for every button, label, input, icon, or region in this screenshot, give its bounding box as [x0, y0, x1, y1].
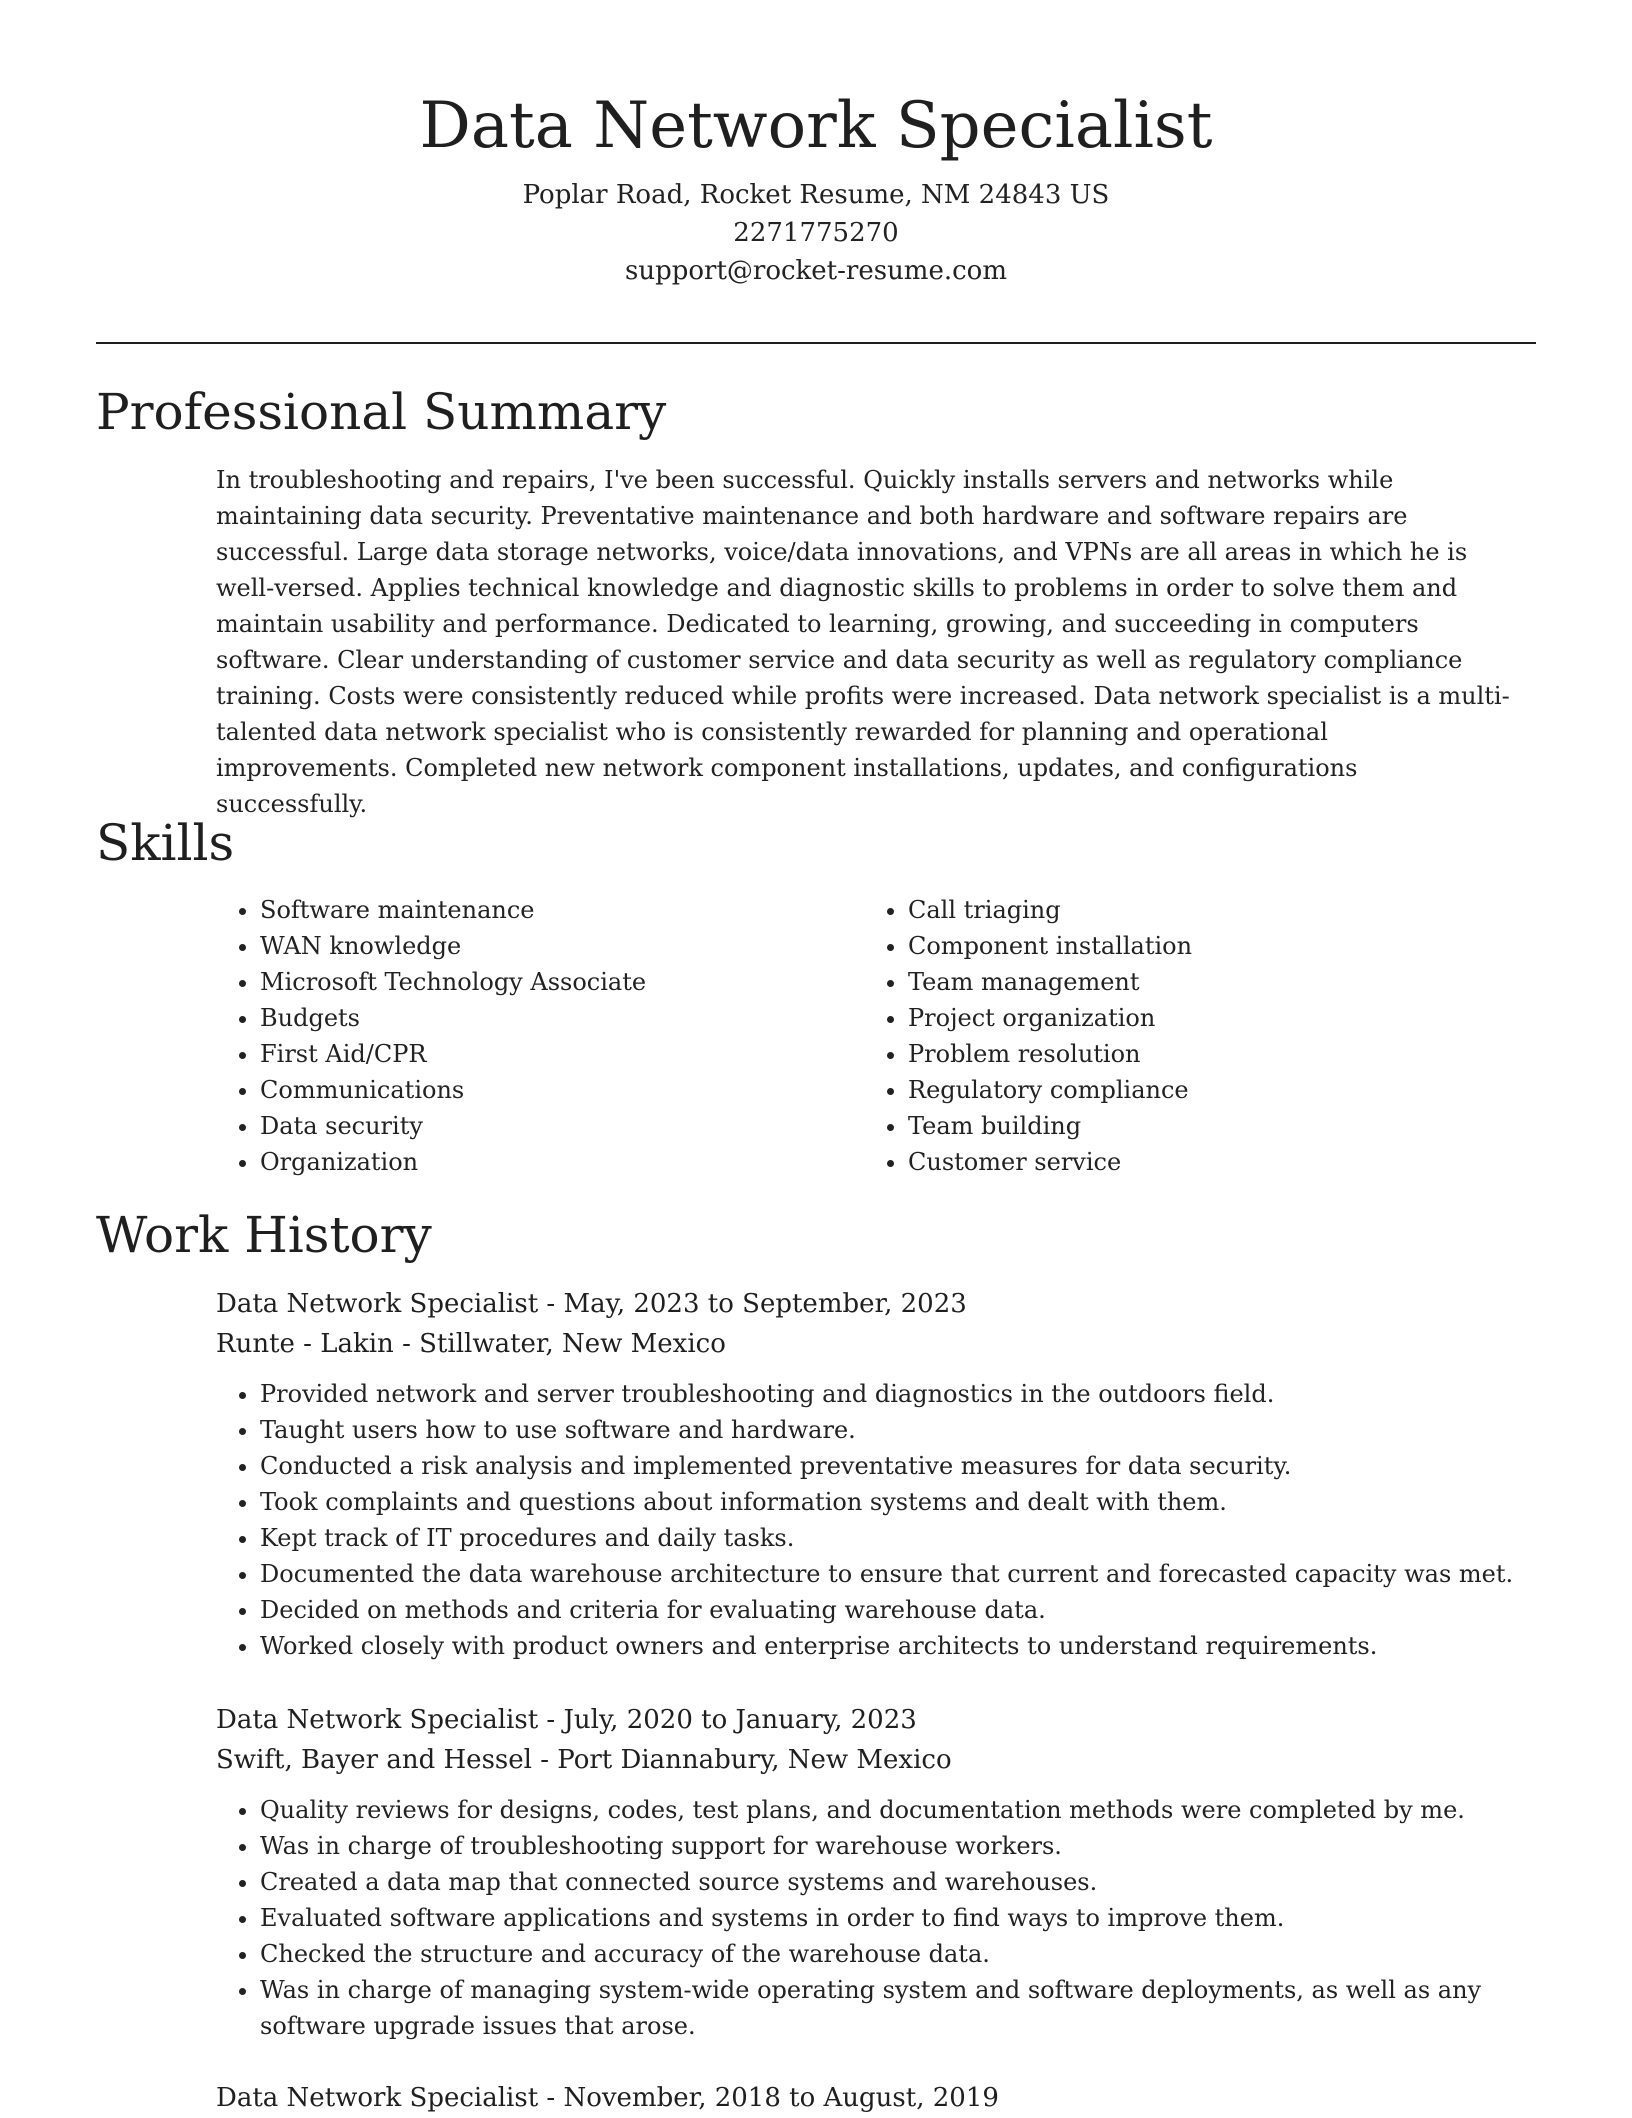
- skills-heading: Skills: [96, 814, 235, 872]
- job-entry: [216, 2078, 1526, 2118]
- skill-item: • Data security: [260, 1108, 836, 1144]
- contact-phone: 2271775270: [733, 218, 899, 248]
- resume-name: Data Network Specialist: [419, 89, 1213, 163]
- work-history-heading: Work History: [96, 1206, 432, 1264]
- job-company-line: Runte - Lakin - Stillwater, New Mexico: [216, 1329, 726, 1359]
- job-duty: • Documented the data warehouse architecture to ensure that current and forecasted capacity was met.: [260, 1556, 1526, 1592]
- skill-item: • Organization: [260, 1144, 836, 1180]
- skill-item: • WAN knowledge: [260, 928, 836, 964]
- skill-item: • Team management: [908, 964, 1484, 1000]
- summary-heading: Professional Summary: [96, 383, 667, 441]
- skill-item: • Budgets: [260, 1000, 836, 1036]
- skill-item: • Call triaging: [908, 892, 1484, 928]
- summary-text: In troubleshooting and repairs, I've been successful. Quickly installs servers and networks while maintaining data security. Preventative maintenance and both hardware and software repairs are successful. Large data storage networks, voice/data innovations, and VPNs are all areas in which he is well-versed. Applies technical knowledge and diagnostic skills to problems in order to solve them and maintain usability and performance. Dedicated to learning, growing, and succeeding in computers software. Clear understanding of customer service and data security as well as regulatory compliance training. Costs were consistently reduced while profits were increased. Data network specialist is a multi-talented data network specialist who is consistently rewarded for planning and operational improvements. Completed new network component installations, updates, and configurations successfully.: [216, 466, 1510, 818]
- job-duties-list: [216, 1792, 1526, 2044]
- job-duty: • Was in charge of troubleshooting support for warehouse workers.: [260, 1828, 1526, 1864]
- job-duty: • Worked closely with product owners and enterprise architects to understand requirements.: [260, 1628, 1526, 1664]
- job-duty: • Conducted a risk analysis and implemented preventative measures for data security.: [260, 1448, 1526, 1484]
- job-duty: • Kept track of IT procedures and daily tasks.: [260, 1520, 1526, 1556]
- skill-item: • Component installation: [908, 928, 1484, 964]
- job-duty: • Created a data map that connected source systems and warehouses.: [260, 1864, 1526, 1900]
- skill-item: • Team building: [908, 1108, 1484, 1144]
- job-duty: • Checked the structure and accuracy of the warehouse data.: [260, 1936, 1526, 1972]
- skill-item: • Problem resolution: [908, 1036, 1484, 1072]
- job-duty: • Decided on methods and criteria for evaluating warehouse data.: [260, 1592, 1526, 1628]
- job-title-line: Data Network Specialist - November, 2018 to August, 2019: [216, 2083, 999, 2113]
- job-duty: • Provided network and server troubleshooting and diagnostics in the outdoors field.: [260, 1376, 1526, 1412]
- job-title-line: Data Network Specialist - July, 2020 to January, 2023: [216, 1705, 917, 1735]
- skill-item: • Software maintenance: [260, 892, 836, 928]
- skill-item: • Communications: [260, 1072, 836, 1108]
- skill-item: • Project organization: [908, 1000, 1484, 1036]
- job-duty: • Was in charge of managing system-wide operating system and software deployments, as well as any software upgrade issues that arose.: [260, 1972, 1526, 2044]
- skills-column-right: [864, 892, 1484, 1180]
- job-duty: • Taught users how to use software and hardware.: [260, 1412, 1526, 1448]
- job-entry: [216, 1700, 1526, 2044]
- job-title-line: Data Network Specialist - May, 2023 to September, 2023: [216, 1289, 967, 1319]
- skill-item: • Customer service: [908, 1144, 1484, 1180]
- contact-email: support@rocket-resume.com: [624, 256, 1007, 286]
- skill-item: • Regulatory compliance: [908, 1072, 1484, 1108]
- job-company-line: Swift, Bayer and Hessel - Port Diannabury, New Mexico: [216, 1745, 952, 1775]
- resume-header: [0, 78, 1632, 290]
- job-duty: • Took complaints and questions about information systems and dealt with them.: [260, 1484, 1526, 1520]
- job-duty: • Evaluated software applications and systems in order to find ways to improve them.: [260, 1900, 1526, 1936]
- job-entry: [216, 1284, 1526, 1664]
- contact-address: Poplar Road, Rocket Resume, NM 24843 US: [522, 180, 1110, 210]
- skill-item: • First Aid/CPR: [260, 1036, 836, 1072]
- header-divider: [96, 342, 1536, 344]
- job-duty: • Quality reviews for designs, codes, test plans, and documentation methods were completed by me.: [260, 1792, 1526, 1828]
- skills-list-right: [864, 892, 1484, 1180]
- skill-item: • Microsoft Technology Associate: [260, 964, 836, 1000]
- job-duties-list: [216, 1376, 1526, 1664]
- skills-list-left: [216, 892, 836, 1180]
- skills-column-left: [216, 892, 836, 1180]
